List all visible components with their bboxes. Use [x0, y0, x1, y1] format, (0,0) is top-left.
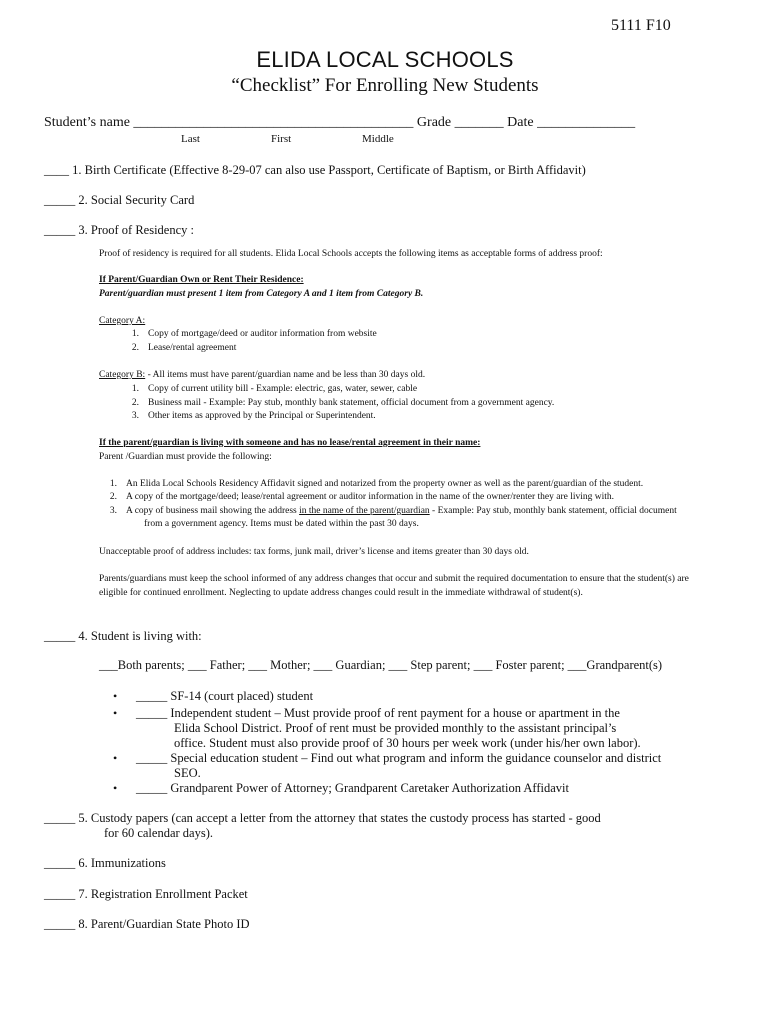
living-with-independent: _____ Independent student – Must provide proof of rent payment for a house or apartment in the	[136, 706, 620, 720]
living-with-someone-note: Parent /Guardian must provide the following:	[99, 452, 272, 462]
living-with-independent-cont: office. Student must also provide proof of 30 hours per week work (under his/her own labor).	[174, 736, 641, 750]
item-custody-papers: _____ 5. Custody papers (can accept a letter from the attorney that states the custody process has started - good	[44, 811, 601, 825]
last-name-label: Last	[181, 133, 200, 145]
item-photo-id: _____ 8. Parent/Guardian State Photo ID	[44, 917, 250, 931]
living-requirement-item: 2. A copy of the mortgage/deed; lease/rental agreement or auditor information in the name of the owner/renter they are living with.	[109, 492, 615, 502]
living-requirement-item: 3. A copy of business mail showing the address in the name of the parent/guardian - Example: Pay stub, monthly bank statement, official document	[109, 506, 677, 516]
first-name-label: First	[271, 133, 292, 145]
bullet-icon: •	[113, 706, 118, 720]
own-rent-note: Parent/guardian must present 1 item from Category A and 1 item from Category B.	[99, 289, 424, 299]
page-title: ELIDA LOCAL SCHOOLS	[256, 47, 514, 72]
category-b-item: 2. Business mail - Example: Pay stub, monthly bank statement, official document from a government agency.	[131, 398, 555, 408]
living-requirement-item: 1. An Elida Local Schools Residency Affidavit signed and notarized from the property owner as well as the parent/guardian of the student.	[109, 479, 644, 489]
living-with-special-ed: _____ Special education student – Find out what program and inform the guidance counselor and district	[136, 751, 662, 765]
category-b-item: 3. Other items as approved by the Principal or Superintendent.	[131, 411, 376, 421]
unacceptable-proof-note: Unacceptable proof of address includes: tax forms, junk mail, driver’s license and items greater than 30 days old.	[99, 547, 529, 557]
living-with-sf14: _____ SF-14 (court placed) student	[136, 689, 314, 703]
middle-name-label: Middle	[362, 133, 394, 145]
own-rent-heading: If Parent/Guardian Own or Rent Their Residence:	[99, 275, 304, 285]
living-with-grandparent-poa: _____ Grandparent Power of Attorney; Grandparent Caretaker Authorization Affidavit	[136, 781, 569, 795]
student-info-line: Student’s name ________________________________________ Grade _______ Date ______________	[44, 115, 636, 130]
category-a-label: Category A:	[99, 316, 146, 326]
item-custody-papers-cont: for 60 calendar days).	[104, 826, 213, 840]
bullet-icon: •	[113, 781, 118, 795]
form-code: 5111 F10	[611, 17, 671, 34]
item-living-with: _____ 4. Student is living with:	[44, 629, 202, 643]
category-b-label: Category B:	[99, 370, 146, 380]
category-a-item: 2. Lease/rental agreement	[131, 343, 237, 353]
bullet-icon: •	[113, 751, 118, 765]
living-requirement-continuation: from a government agency. Items must be dated within the past 30 days.	[144, 519, 419, 529]
living-with-special-ed-cont: SEO.	[174, 766, 201, 780]
item-immunizations: _____ 6. Immunizations	[44, 856, 166, 870]
living-with-someone-heading: If the parent/guardian is living with someone and has no lease/rental agreement in their name:	[99, 438, 481, 448]
item-birth-certificate: ____ 1. Birth Certificate (Effective 8-29-07 can also use Passport, Certificate of Baptism, or Birth Affidavit)	[44, 163, 586, 177]
address-change-note-cont: eligible for continued enrollment. Neglecting to update address changes could result in the immediate withdrawal of student(s).	[99, 588, 583, 598]
living-with-options: ___Both parents; ___ Father; ___ Mother; ___ Guardian; ___ Step parent; ___ Foster parent; ___Grandparent(s)	[99, 658, 663, 672]
page-subtitle: “Checklist” For Enrolling New Students	[231, 75, 539, 96]
bullet-icon: •	[113, 689, 118, 703]
item-registration-packet: _____ 7. Registration Enrollment Packet	[44, 887, 248, 901]
category-a-item: 1. Copy of mortgage/deed or auditor information from website	[131, 329, 377, 339]
living-with-independent-cont: Elida School District. Proof of rent must be provided monthly to the assistant principal’s	[174, 721, 617, 735]
category-b-item: 1. Copy of current utility bill - Example: electric, gas, water, sewer, cable	[131, 384, 418, 394]
item-proof-of-residency: _____ 3. Proof of Residency :	[44, 223, 194, 237]
item-social-security: _____ 2. Social Security Card	[44, 193, 195, 207]
residency-intro: Proof of residency is required for all students. Elida Local Schools accepts the following items as acceptable forms of address proof:	[99, 249, 603, 259]
address-change-note: Parents/guardians must keep the school informed of any address changes that occur and submit the required documentation to ensure that the student(s) are	[99, 574, 689, 584]
category-b-header: Category B: - All items must have parent/guardian name and be less than 30 days old.	[99, 370, 426, 380]
